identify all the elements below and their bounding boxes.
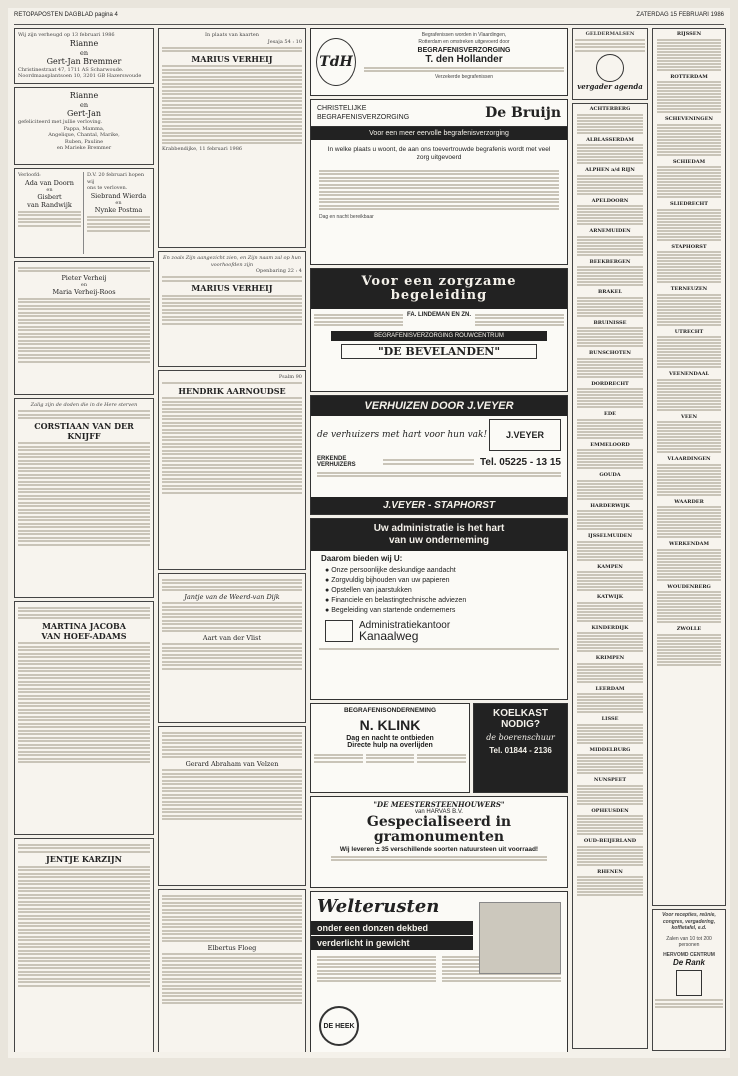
notice-name: en — [46, 186, 53, 193]
column-1 — [14, 28, 154, 1052]
column-4 — [572, 28, 648, 1052]
engagement-notice-bremmer — [14, 28, 154, 84]
ad-brand-line: Administratiekantoor — [359, 620, 451, 631]
obituary-van-hoef — [14, 601, 154, 835]
ad-band: BEGRAFENISVERZORGING ROUWCENTRUM — [331, 331, 547, 341]
ad-text — [361, 29, 567, 95]
ad-subtitle: Daarom bieden wij U: — [321, 554, 403, 563]
agenda-entry — [575, 564, 645, 592]
agenda-place: KAMPEN — [597, 563, 623, 570]
notice-quote: Jesaja 54 : 10 — [267, 38, 302, 45]
column-3 — [310, 28, 568, 1052]
notice-name: en — [115, 199, 122, 206]
notice-intro: Verloofd: — [18, 172, 41, 178]
ad-line: Verzekerde begrafenissen — [434, 73, 494, 80]
tdh-monogram-icon: TdH — [316, 38, 356, 86]
deceased-name: MARIUS VERHEIJ — [191, 53, 273, 64]
ad-brand: Welterusten — [317, 896, 440, 917]
ad-de-bevelanden — [310, 268, 568, 392]
agenda-place: KRIMPEN — [595, 655, 625, 661]
ad-footer: J.VEYER - STAPHORST — [311, 497, 567, 514]
notice-quote: Zalig zijn de doden die in de Here sterven — [30, 402, 138, 408]
deceased-name: Elbertus Floeg — [207, 943, 257, 952]
agenda-entry — [655, 116, 723, 156]
notice-name: Gert-Jan — [67, 109, 101, 118]
agenda-entry — [575, 625, 645, 653]
list-item: ● Opstellen van jaarstukken — [325, 587, 412, 594]
ad-line: HERVOMD CENTRUM — [663, 951, 715, 958]
deceased-name: MARTINA JACOBA — [42, 620, 126, 631]
notice-name: en — [80, 281, 88, 288]
kanaalweg-logo-icon — [325, 620, 353, 642]
agenda-entry — [655, 414, 723, 454]
agenda-place: BRUINISSE — [593, 319, 627, 326]
agenda-entry — [655, 499, 723, 539]
ad-title-line: van uw onderneming — [388, 535, 489, 546]
agenda-logo-icon — [596, 54, 624, 82]
anniversary-notice-verheij — [14, 261, 154, 395]
agenda-entry — [655, 456, 723, 496]
ad-slogan: de verhuizers met hart voor hun vak! — [317, 430, 488, 440]
agenda-entry — [575, 289, 645, 317]
agenda-place: ROTTERDAM — [670, 73, 708, 80]
ad-row — [310, 703, 568, 793]
notice-quote: Openbaring 22 : 4 — [255, 268, 302, 274]
ad-company-name: T. den Hollander — [425, 54, 503, 65]
agenda-list-2 — [652, 28, 726, 906]
agenda-entry — [575, 137, 645, 165]
agenda-place: SLIEDRECHT — [669, 201, 708, 207]
notice-name: Maria Verheij-Roos — [52, 288, 116, 296]
ad-title: Gespecialiseerd in — [366, 814, 512, 830]
agenda-place: EDE — [604, 411, 616, 417]
ad-line: Zalen van 10 tot 200 — [666, 935, 712, 942]
notice-name: Ada van Doorn — [25, 178, 74, 187]
deceased-name: CORSTIAAN VAN DER KNIJFF — [34, 420, 134, 441]
ad-heading — [317, 104, 409, 122]
ad-subheading: van HARVAS B.V. — [415, 809, 463, 815]
list-item: ● Begeleiding van startende ondernemers — [325, 607, 456, 614]
agenda-place: WAARDER — [674, 498, 704, 505]
agenda-place: ACHTERBERG — [589, 106, 631, 112]
agenda-place: GELDERMALSEN — [585, 31, 635, 37]
ad-brand: De Bruijn — [485, 105, 561, 121]
ad-line: koffietafel, e.d. — [671, 925, 707, 931]
obituary-aarnoudse — [158, 370, 306, 570]
ad-de-heek-welterusten — [310, 891, 568, 1052]
obituary-karzijn — [14, 838, 154, 1052]
header-right: ZATERDAG 15 FEBRUARI 1986 — [636, 12, 724, 18]
agenda-entry — [655, 541, 723, 581]
agenda-place: GOUDA — [599, 472, 621, 478]
ad-company: de boerenschuur — [486, 733, 555, 742]
agenda-list — [572, 103, 648, 1049]
agenda-place: EMMELOORD — [590, 441, 630, 448]
ad-banner: Voor een meer eervolle begrafenisverzorging — [311, 127, 567, 140]
ad-de-bruijn — [310, 99, 568, 265]
ad-den-hollander — [310, 28, 568, 96]
ad-phone: Tel. 01844 - 2136 — [489, 746, 552, 755]
ad-heading: "DE MEESTERSTEENHOUWERS" — [373, 800, 505, 809]
agenda-place: WERKENDAM — [668, 541, 710, 547]
ad-company: FA. LINDEMAN EN ZN. — [407, 312, 471, 318]
notice-name: van Randwijk — [27, 201, 72, 209]
de-heek-logo-icon: DE HEEK — [319, 1006, 359, 1046]
agenda-entry — [575, 533, 645, 561]
agenda-entry — [575, 320, 645, 348]
ad-brand: "DE BEVELANDEN" — [341, 344, 537, 359]
agenda-entry — [575, 808, 645, 836]
agenda-entry — [575, 198, 645, 226]
notice-signature: Pappa, Mamma, — [63, 125, 105, 132]
ad-heading-line: CHRISTELIJKE — [317, 105, 367, 112]
column-2 — [158, 28, 306, 1052]
list-item-text: Opstellen van jaarstukken — [331, 587, 412, 594]
agenda-place: SCHEVENINGEN — [665, 116, 713, 122]
agenda-entry — [575, 838, 645, 866]
agenda-place: WOUDENBERG — [667, 583, 711, 590]
ad-veyer-verhuizers — [310, 395, 568, 515]
agenda-entry — [575, 503, 645, 531]
ad-heading: BEGRAFENISONDERNEMING — [343, 707, 437, 714]
deceased-name: MARIUS VERHEIJ — [191, 283, 273, 293]
list-item: ● Financiele en belastingtechnische adviezen — [325, 597, 467, 604]
notice-signature: en Marieke Bremmer — [56, 145, 112, 151]
agenda-place: LEERDAM — [595, 685, 625, 692]
agenda-entry — [655, 329, 723, 369]
agenda-place: NUNSPEET — [593, 777, 627, 783]
ad-heading: BEGRAFENISVERZORGING — [417, 47, 511, 54]
agenda-place: ALBLASSERDAM — [586, 136, 634, 143]
ad-title: NODIG? — [501, 719, 540, 730]
list-item: ● Onze persoonlijke deskundige aandacht — [325, 567, 456, 574]
obituary-marius-verheij — [158, 28, 306, 248]
ad-klink — [310, 703, 470, 793]
agenda-place: IJSSELMUIDEN — [587, 533, 633, 539]
notice-name: Nynke Postma — [94, 206, 143, 214]
ad-brand-line: Kanaalweg — [359, 629, 419, 643]
ad-title-line: Uw administratie is het hart — [373, 523, 505, 534]
ad-header — [311, 100, 567, 127]
agenda-entry — [575, 411, 645, 439]
engagement-notice-double — [14, 168, 154, 258]
notice-name: Rianne — [69, 38, 99, 48]
agenda-entry — [575, 106, 645, 134]
agenda-place: UTRECHT — [674, 328, 704, 335]
ad-body: In welke plaats u woont, de aan ons toevertrouwde begrafenis wordt met veel zorg uitgevoerd — [327, 146, 551, 161]
agenda-entry — [655, 584, 723, 624]
deceased-name: JENTJE KARZIJN — [46, 854, 122, 864]
agenda-entry — [575, 442, 645, 470]
agenda-place: BRAKEL — [598, 289, 622, 295]
page-header — [14, 12, 724, 25]
list-item-text: Financiele en belastingtechnische adviezen — [331, 597, 467, 604]
obituary-van-de-weerd — [158, 573, 306, 723]
agenda-place: MIDDELBURG — [589, 746, 631, 753]
agenda-entry — [575, 716, 645, 744]
agenda-entry — [655, 286, 723, 326]
agenda-place: RIJSSEN — [676, 31, 702, 37]
agenda-place: STAPHORST — [671, 243, 707, 250]
ad-line: Dag en nacht te ontbieden — [346, 735, 434, 742]
duvet-photo-icon — [479, 902, 561, 974]
ad-brand — [359, 620, 450, 642]
agenda-entry — [655, 31, 723, 71]
agenda-place: KINDERDIJK — [591, 624, 629, 631]
agenda-place: LISSE — [601, 716, 619, 722]
agenda-entry — [575, 594, 645, 622]
notice-address: Christinestraat 47, 1711 AS Scharwoude. — [18, 66, 124, 73]
notice-quote: En zoals Zijn aangezicht zien, en Zijn naam zal op hun voorhoofden zijn — [162, 255, 302, 268]
veyer-logo-icon: J.VEYER — [489, 419, 561, 451]
agenda-place: TERNEUZEN — [670, 286, 708, 292]
ad-list — [311, 566, 567, 616]
deceased-name: VAN HOEF-ADAMS — [41, 630, 127, 641]
agenda-place: BUNSCHOTEN — [589, 350, 631, 356]
ad-line: Begrafenissen worden in Vlaardingen, — [421, 32, 507, 38]
ad-line: Voor recepties, reünie, — [662, 912, 716, 918]
agenda-logo: vergader agenda — [577, 81, 643, 91]
agenda-place: BEEKBERGEN — [589, 258, 631, 265]
obituary-van-der-knijff — [14, 398, 154, 598]
ad-slogan: onder een donzen dekbed — [311, 921, 473, 935]
obituary-marius-verheij-2 — [158, 251, 306, 367]
ad-company-name: N. KLINK — [359, 717, 421, 733]
ad-line: congres, vergadering, — [662, 918, 716, 925]
notice-name: Rianne — [69, 91, 99, 100]
obituary-van-velzen — [158, 726, 306, 886]
ad-line: Directe hulp na overlijden — [347, 742, 433, 749]
agenda-entry — [655, 159, 723, 199]
agenda-entry — [655, 244, 723, 284]
notice-name: Gert-Jan Bremmer — [46, 56, 122, 66]
deceased-name: HENDRIK AARNOUDSE — [178, 385, 286, 396]
ad-title-line: Voor een zorgzame — [361, 274, 517, 289]
ad-de-rank — [652, 909, 726, 1051]
notice-quote: Psalm 90 — [278, 374, 302, 380]
notice-name: en — [79, 48, 89, 57]
notice-right — [87, 172, 150, 254]
agenda-entry — [575, 472, 645, 500]
monogram-logo — [311, 29, 361, 95]
notice-signature: Ruben, Pauline — [64, 138, 104, 145]
ad-slogan: verderlicht in gewicht — [311, 936, 473, 950]
notice-name: en — [79, 101, 89, 109]
agenda-place: HARDERWIJK — [590, 502, 630, 509]
agenda-entry — [575, 747, 645, 775]
agenda-place: ALPHEN a/d RIJN — [585, 167, 635, 173]
agenda-entry — [575, 686, 645, 714]
agenda-entry — [575, 167, 645, 195]
deceased-name: Gerard Abraham van Velzen — [185, 759, 279, 768]
column-5 — [652, 28, 726, 1052]
notice-name: Gisbert — [37, 193, 62, 201]
ad-title: gramonumenten — [373, 829, 505, 845]
agenda-place: VEENENDAAL — [668, 371, 710, 377]
agenda-place: OUD-BEIJERLAND — [583, 838, 637, 844]
agenda-place: OPHEUSDEN — [591, 807, 629, 814]
agenda-entry — [575, 869, 645, 897]
agenda-place: DORDRECHT — [591, 380, 629, 387]
ad-footer: Dag en nacht bereikbaar — [319, 213, 374, 220]
obituary-floeg — [158, 889, 306, 1052]
notice-address: Noordmaasplantsoen 10, 3201 GB Hazerswoude — [18, 73, 142, 79]
agenda-header — [572, 28, 648, 100]
congratulation-notice — [14, 87, 154, 165]
agenda-entry — [655, 201, 723, 241]
ad-harvas — [310, 796, 568, 888]
ad-title — [311, 269, 567, 309]
notice-intro: D.V. 20 februari hopen wij — [87, 172, 145, 185]
agenda-place: RHENEN — [597, 868, 623, 875]
agenda-entry — [575, 228, 645, 256]
ad-title: VERHUIZEN DOOR J.VEYER — [311, 396, 567, 416]
agenda-place: ARNEMUIDEN — [589, 228, 631, 234]
ad-title-line: begeleiding — [390, 288, 488, 303]
header-left: RETOPAPOSTEN DAGBLAD pagina 4 — [14, 12, 118, 18]
agenda-entry — [575, 350, 645, 378]
ad-label: ERKENDE VERHUIZERS — [317, 456, 356, 468]
ad-line: Rotterdam en omstreken uitgevoerd door — [418, 38, 510, 45]
agenda-place: KATWIJK — [596, 594, 624, 600]
newspaper-page — [8, 8, 730, 1058]
ad-brand: De Rank — [672, 958, 705, 967]
notice-left — [18, 172, 84, 254]
agenda-entry — [655, 371, 723, 411]
notice-text: gefeliciteerd met jullie verloving. — [18, 119, 103, 125]
deceased-name: Jantje van de Weerd-van Dijk — [184, 592, 280, 601]
agenda-entry — [655, 74, 723, 114]
agenda-place: VEEN — [680, 413, 698, 420]
notice-name: Siebrand Wierda — [90, 191, 147, 200]
notice-intro: Wij zijn verheugd op 13 februari 1986 — [18, 32, 115, 38]
agenda-place: APELDOORN — [591, 197, 629, 204]
notice-intro: In plaats van kaarten — [205, 32, 259, 38]
ad-koelkast — [473, 703, 568, 793]
deceased-name: Aart van der Vlist — [202, 633, 262, 642]
ad-administratiekantoor-kanaalweg — [310, 518, 568, 700]
list-item: ● Zorgvuldig bijhouden van uw papieren — [325, 577, 450, 584]
agenda-entry — [655, 626, 723, 666]
agenda-entry — [575, 777, 645, 805]
agenda-place: VLAARDINGEN — [667, 456, 711, 462]
ad-title — [311, 519, 567, 551]
agenda-entry — [575, 381, 645, 409]
agenda-place: ZWOLLE — [676, 626, 702, 632]
ad-title: KOELKAST — [493, 708, 549, 719]
list-item-text: Begeleiding van startende ondernemers — [331, 607, 456, 614]
agenda-place: SCHIEDAM — [672, 158, 706, 165]
agenda-entry — [575, 259, 645, 287]
agenda-entry — [575, 655, 645, 683]
ad-heading-line: BEGRAFENISVERZORGING — [317, 114, 410, 121]
notice-intro: ons te verloven. — [87, 185, 128, 191]
notice-signature: Angelique, Chantal, Marike, — [48, 132, 120, 138]
notice-date: Krabbendijke, 11 februari 1986 — [162, 145, 243, 152]
ad-phone: Tel. 05225 - 13 15 — [480, 456, 561, 468]
ad-line: personen — [678, 942, 700, 948]
ad-body: Wij leveren ± 35 verschillende soorten natuursteen uit voorraad! — [339, 846, 539, 853]
notice-name: Pieter Verheij — [61, 273, 107, 282]
list-item-text: Onze persoonlijke deskundige aandacht — [331, 567, 456, 574]
de-rank-logo-icon — [676, 970, 702, 996]
list-item-text: Zorgvuldig bijhouden van uw papieren — [331, 577, 450, 584]
